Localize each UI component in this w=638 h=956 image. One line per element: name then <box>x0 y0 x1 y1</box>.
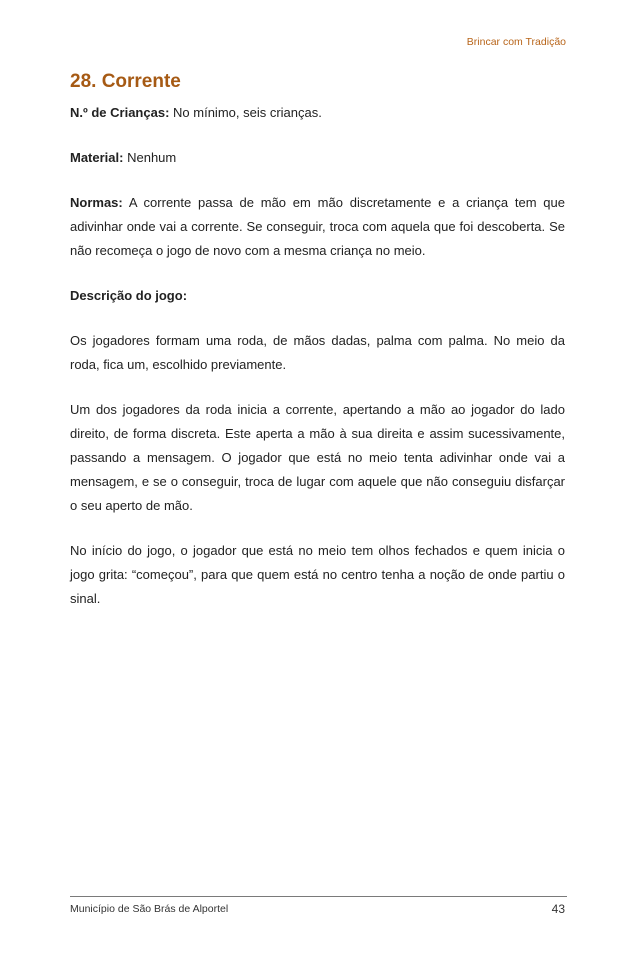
section-title: 28. Corrente <box>70 71 181 92</box>
page-content <box>70 70 565 611</box>
description-paragraph-1: Os jogadores formam uma roda, de mãos dadas, palma com palma. No meio da roda, fica um, escolhido previamente. <box>70 333 565 372</box>
description-paragraph-3: No início do jogo, o jogador que está no meio tem olhos fechados e quem inicia o jogo grita: “começou”, para que quem está no centro tenha a noção de onde partiu o sinal. <box>70 543 565 606</box>
rules-text: A corrente passa de mão em mão discretamente e a criança tem que adivinhar onde vai a corrente. Se conseguir, troca com aquela que foi descoberta. Se não recomeça o jogo de novo com a mesma criança no meio. <box>70 195 565 258</box>
description-heading-label: Descrição do jogo: <box>70 288 188 303</box>
material-value: Nenhum <box>127 150 177 165</box>
material-label: Material: <box>70 150 124 165</box>
description-paragraph-2: Um dos jogadores da roda inicia a corrente, apertando a mão ao jogador do lado direito, de forma discreta. Este aperta a mão à sua direita e assim sucessivamente, passando a mensagem. O jogador que está no meio tenta adivinhar onde vai a mensagem, e se o conseguir, troca de lugar com aquele que não conseguiu disfarçar o seu aperto de mão. <box>70 402 565 513</box>
children-count-value: No mínimo, seis crianças. <box>173 105 322 120</box>
children-count-field <box>70 101 565 125</box>
description-heading <box>70 284 565 308</box>
page-number: 43 <box>551 902 565 916</box>
footer-municipality: Município de São Brás de Alportel <box>70 903 229 915</box>
rules-paragraph <box>70 191 565 263</box>
rules-label: Normas: <box>70 195 123 210</box>
material-field <box>70 146 565 170</box>
page-footer <box>70 896 567 916</box>
running-header: Brincar com Tradição <box>466 36 566 48</box>
children-count-label: N.º de Crianças: <box>70 105 170 120</box>
